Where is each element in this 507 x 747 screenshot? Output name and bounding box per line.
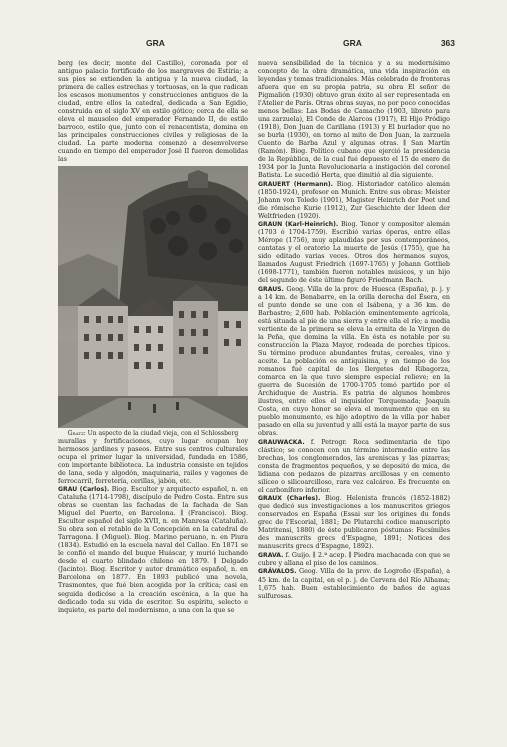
entry-grauwacka [258,439,450,495]
page-number: 363 [440,38,455,48]
figure-caption [58,430,248,438]
entry-graus [258,286,450,438]
entry-grauert [258,181,450,221]
gratz-photograph [58,166,248,428]
entry-text: Geog. Villa de la prov. de Huesca (España), p. j. y a 14 km. de Benabarre, en la orilla derecha del Ésera, en el punto donde se une con el Isábena, y a 36 km. de Barbastro; 2,600 hab. Población eminentemente agrícola, está situada al pie de una sierra y entre ella el río; a media vertiente de la primera se eleva la ermita de la Virgen de la Peña, que domina la villa. En ésta es notable por su construcción la Plaza Mayor, rodeada de porches típicos. Su término produce abundantes frutas, cereales, vino y aceite. La población es antiquísima, y en tiempo de los romanos fué capital de los Ilergetes del Ribagorza, comarca en la que tuvo siempre especial relieve; en la guerra de Sucesión de 1700-1705 tomó partido por el Archiduque de Austria. Es patria de algunos hombres ilustres, entre ellos el inquisidor Torquemada; Joaquín Costa, en cuyo honor se eleva el monumento que en su pueblo monumento, es hijo adoptivo de la villa por haber pasado en ella su juventud y allí está la mayor parte de sus obras. [258,285,450,438]
entry-headword: GRAUERT (Hermann). [258,180,333,188]
page-header [58,38,455,52]
gratz-entry-end: murallas y fortificaciones, cuyo lugar ocupan hoy hermosos jardines y paseos. Entre sus centros culturales ocupa el primer lugar la universidad, fundada en 1586, con importante biblioteca. La industria consiste en tejidos de lana, seda y algodón, maquinaria, railes y vagones de ferrocarril, ferretería, cerillas, jabón, etc. [58,437,248,485]
entry-headword: GRAU (Carlos). [58,486,110,494]
entry-headword: GRAUS. [258,285,284,293]
entry-grava [258,552,450,568]
entry-text: Biog. Historiador católico alemán (1850-1924), profesor en Munich. Entre sus obras: Meister Johann von Toledo (1901), Magister Heinrich der Poet und die römische Kurie (1912), Zur Geschichte der Ideen der Weltfrieden (1920). [258,180,450,220]
header-left-guide: GRA [146,38,165,48]
caption-text: : Un aspecto de la ciudad vieja, con el Schlossberg [83,430,239,438]
entry-text: Geog. Villa de la prov. de Logroño (España), a 45 km. de la capital, en el p. j. de Cervera del Río Alhama; 1,675 hab. Buen establecimiento de baños de aguas sulfurosas. [258,568,450,600]
entry-grau-carlos [58,486,248,614]
entry-text: Biog. Tenor y compositor alemán (1703 ó 1704-1759). Escribió varias óperas, entre ellas Mérope (1756), muy aplaudidas por sus contemporáneos, cantatas y el oratorio La muerte de Jesús (1755), que ha sido editado varias veces. Otros dos hermanos suyos, llamados August Friedrich (1697-1765) y Johann Gottlieb (1698-1771), también fueron notables músicos, y un hijo del segundo de éste último figuró Friedmann Bach. [258,221,450,285]
entry-graun [258,221,450,285]
entry-text: Biog. Escultor y arquitecto español, n. en Cataluña (1714-1798), discípulo de Pedro Costa. Entre sus obras se cuentan las fachadas de la fachada de San Miguel del Puerto, en Barcelona. ∥ (Francisco). Biog. Escultor español del siglo XVII, n. en Manresa (Cataluña). Su obra son el retablo de la Concepción en la catedral de Tarragona. ∥ (Miguel). Biog. Marino peruano, n. en Piura (1834). Estudió en la escuela naval del Callao. En 1871 se le confió el mando del buque Huáscar, y murió luchando desde el cuarto blindado chileno en 1879. ∥ Delgado (Jacinto). Biog. Escritor y autor dramático español, n. en Barcelona en 1877. En 1893 publicó una novela, Trasmontes, que fué bien acogida por la crítica; casi en seguida dedicóse a la creación escénica, a la que ha dedicado toda su vida de escritor. Su espíritu, selecto e inquieto, es parte del modernismo, a una con la que se [58,486,248,614]
caption-place: Gratz [67,430,84,438]
entry-headword: GRAUN (Karl-Heinrich). [258,221,339,229]
gratz-entry-continued: berg (es decir, monte del Castillo), coronada por el antiguo palacio fortificado de los margraves de Estiria; a sus pies se extienden la antigua y la nueva ciudad, la primera de calles estrechas y tortuosas, en la que radican los escasos monumentos y construcciones antiguos de la ciudad, entre ellos la catedral, dedicada a San Egidio, construida en el siglo XV en estilo gótico; cerca de ella se eleva el mausoleo del emperador Fernando II, de estilo barroco, estilo que, junto con el renacentista, domina en las principales construcciones civiles y religiosas de la ciudad. La parte moderna comenzó a desenvolverse cuando en tiempo del emperador José II fueron demolidas las [58,60,248,164]
entry-headword: GRAVA. [258,551,284,559]
entry-graux [258,495,450,551]
header-center-guide: GRA [343,38,362,48]
grau-entry-continued: nueva sensibilidad de la técnica y a su modernísimo concepto de la obra dramática, una vida inspiración en leyendas y temas tradicionales. Más celebrado de fronteras afuera que en su propia patria, su obra El señor de Pigmalión (1930) obtuvo gran éxito al ser representada en l'Atelier de París. Otras obras suyas, no por poco conocidas menos bellas: Las Bodas de Camacho (1903, libreto para una zarzuela), El Conde de Alarcos (1917), El Hijo Pródigo (1918), Don Juan de Carillana (1913) y El burlador que no se burla (1930), en torno al mito de Don Juan, la zarzuela Cuento de Barba Azul y algunas otras. ∥ San Martín (Ramón). Biog. Político cubano que ejerció la presidencia de la República, de la cual fué depuesto el 15 de enero de 1934 por la Junta Revolucionaria a instigación del coronel Batista. Le sucedió Herta, que dimitió al día siguiente. [258,60,450,180]
entry-headword: GRAUWACKA. [258,438,305,446]
entry-headword: GRAUX (Charles). [258,495,321,503]
entry-text: f. Guijo. ∥ 2.ª acep. ∥ Piedra machacada con que se cubre y allana el piso de los caminos. [258,551,450,567]
city-view-illustration [58,166,248,428]
entry-text: f. Petrogr. Roca sedimentaria de tipo clástico; se conocen con un término intermedio entre las brechas, los conglomerados, las areniscas y las pizarras; consta de fragmentos pequeños, y se depositó de mica, de lidiana con pedazos de pizarras arcillosas y en cemento silíceo o silicoarcilloso, rara vez calcáreo. Es frecuente en el carbonífero inferior. [258,438,450,494]
entry-gravalos [258,568,450,600]
right-column [258,60,450,601]
entry-text: Biog. Helenista francés (1852-1882) que dedicó sus investigaciones a los manuscritos griegos conservados en España (Essai sur les origines du fonds grec de l'Escorial, 1881; De Plutarchi codice manuscripto Matritensi, 1880) de éste publicaron póstumas: Facsímiles des manuscrits grecs d'Espagne, 1891; Notices des manuscrits grecs d'Espagne, 1892). [258,495,450,551]
entry-headword: GRÁVALOS. [258,568,297,576]
left-column [58,60,248,615]
